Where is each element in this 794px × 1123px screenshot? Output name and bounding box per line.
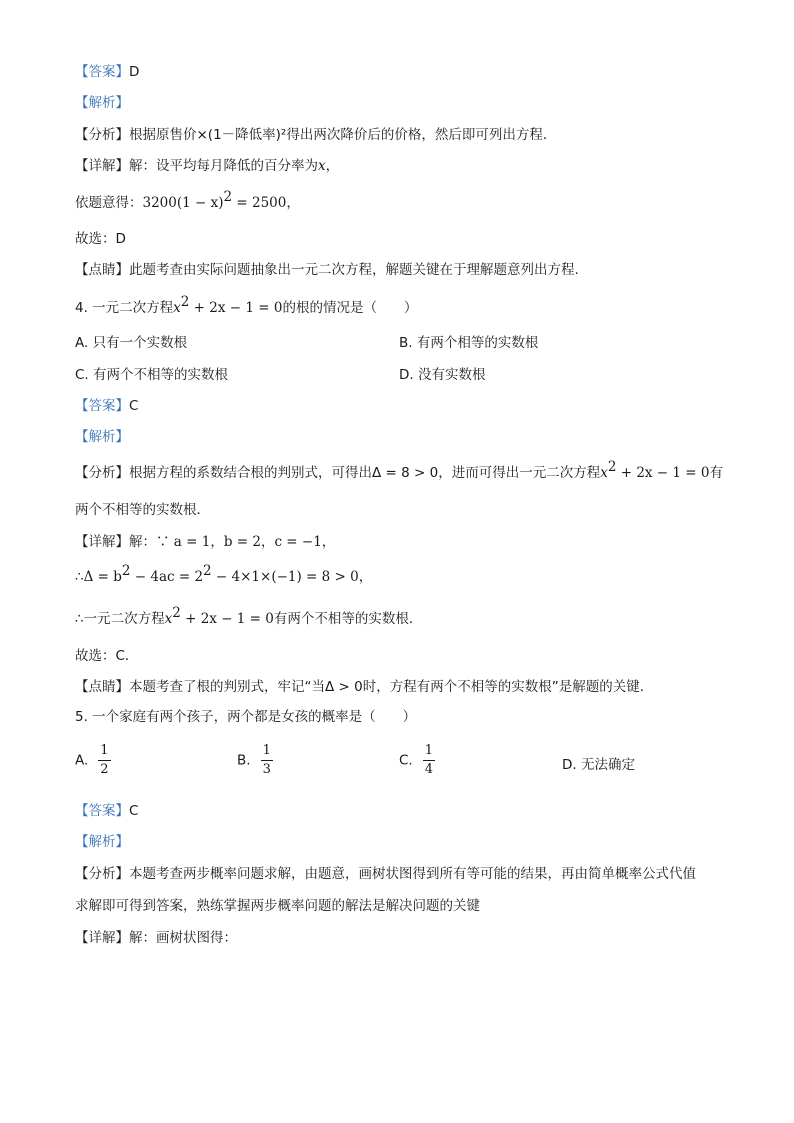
fenxi-text-end: 有 [709,465,723,481]
q5-analysis-heading [75,832,734,852]
xiangjie-tag: 【详解】 [75,534,129,550]
q4-option-a: A. 只有一个实数根 [75,335,188,351]
numerator: 1 [261,744,273,761]
q4-conclusion [75,605,734,629]
answer-value: D [129,64,140,80]
fenxi-text-2: 求解即可得到答案，熟练掌握两步概率问题的解法是解决问题的关键 [75,898,480,914]
fenxi-tag: 【分析】 [75,465,129,481]
stem-suffix: 的根的情况是（ ） [282,300,418,316]
q4-option-b: B. 有两个相等的实数根 [399,335,539,351]
numerator: 1 [98,744,110,761]
q3-equation [75,189,734,213]
q3-xiangjie [75,156,734,176]
fenxi-text: 本题考查两步概率问题求解，由题意，画树状图得到所有等可能的结果，再由简单概率公式代值 [129,866,696,882]
q3-analysis-heading [75,93,734,113]
q4-answer [75,396,734,416]
equation-prefix: 依题意得： [75,195,143,211]
delta-part-c: − 4×1×(−1) = 8 > 0， [211,569,373,585]
xiangjie-text: 解：画树状图得： [129,930,237,946]
q4-option-c: C. 有两个不相等的实数根 [75,367,229,383]
fenxi-text-2: 两个不相等的实数根． [75,502,210,518]
choose-text: 故选：D [75,231,126,247]
denominator: 3 [262,762,271,777]
q5-option-a [75,744,111,777]
equation-exponent: 2 [223,189,233,205]
fenxi-exponent: 2 [607,459,617,475]
fraction [423,744,435,777]
analysis-tag: 【解析】 [75,834,129,850]
answer-value: C [129,398,139,414]
q4-dianjing [75,677,734,697]
q3-fenxi [75,125,734,145]
dianjing-tag: 【点睛】 [75,262,129,278]
analysis-tag: 【解析】 [75,429,129,445]
option-label: C. [399,752,413,769]
fraction [261,744,273,777]
fenxi-text: 根据原售价×(1－降低率)²得出两次降价后的价格，然后即可列出方程． [129,127,557,143]
delta-exp-2: 2 [203,563,212,579]
delta-part-b: − 4ac = 2 [130,569,204,585]
fenxi-math-rest: + 2x − 1 = 0 [616,465,710,481]
variable-x: x [318,158,326,174]
q4-fenxi-line1 [75,459,734,483]
option-label: B. [237,752,251,769]
answer-tag: 【答案】 [75,398,129,414]
q5-answer [75,801,734,821]
stem-math-rest: + 2x − 1 = 0 [189,300,283,316]
q4-stem [75,294,734,318]
fenxi-tag: 【分析】 [75,866,129,882]
analysis-tag: 【解析】 [75,95,129,111]
q5-fenxi-line1 [75,864,734,884]
denominator: 4 [424,762,433,777]
q3-answer [75,62,734,82]
dianjing-tag: 【点睛】 [75,679,129,695]
stem-exponent: 2 [180,294,190,310]
q3-dianjing [75,260,734,280]
xiangjie-tag: 【详解】 [75,930,129,946]
fenxi-tag: 【分析】 [75,127,129,143]
q4-option-d: D. 没有实数根 [399,367,486,383]
xiangjie-end: ， [325,158,340,174]
q5-fenxi-line2 [75,896,734,916]
delta-part-a: ∴Δ = b [75,569,122,585]
stem-prefix: 4. 一元二次方程 [75,300,174,316]
q5-xiangjie [75,928,734,948]
fenxi-math-x: x [600,465,608,481]
concl-prefix: ∴一元二次方程 [75,611,165,627]
q4-choose [75,646,734,666]
answer-value: C [129,803,139,819]
fraction [98,744,110,777]
fenxi-text: 根据方程的系数结合根的判别式，可得出Δ = 8 > 0，进而可得出一元二次方程 [129,465,601,481]
dianjing-text: 本题考查了根的判别式，牢记“当Δ > 0时，方程有两个不相等的实数根”是解题的关键． [129,679,654,695]
choose-text: 故选：C． [75,648,139,664]
option-label: A. [75,752,89,769]
q4-analysis-heading [75,427,734,447]
q3-choose [75,229,734,249]
stem-math-x: x [173,300,181,316]
xiangjie-text: 解：∵ a = 1，b = 2，c = −1， [129,534,336,550]
equation-rhs: = 2500， [232,195,300,211]
q5-option-b [237,744,273,777]
numerator: 1 [423,744,435,761]
q5-option-d: D. 无法确定 [562,757,635,773]
dianjing-text: 此题考查由实际问题抽象出一元二次方程，解题关键在于理解题意列出方程. [129,262,579,278]
answer-tag: 【答案】 [75,803,129,819]
xiangjie-text: 解：设平均每月降低的百分率为 [129,158,318,174]
stem-text: 5. 一个家庭有两个孩子，两个都是女孩的概率是（ ） [75,709,417,725]
concl-math-rest: + 2x − 1 = 0 [180,611,274,627]
concl-exponent: 2 [172,605,181,621]
q4-fenxi-line2 [75,500,734,520]
concl-math-x: x [164,611,173,627]
denominator: 2 [100,762,109,777]
q5-stem [75,707,734,727]
q4-xiangjie [75,532,734,552]
q4-delta-line [75,563,734,587]
xiangjie-tag: 【详解】 [75,158,129,174]
equation-lhs: 3200(1 − x) [142,195,224,211]
q5-option-c [399,744,435,777]
delta-exp-1: 2 [121,563,131,579]
concl-suffix: 有两个不相等的实数根． [273,611,423,627]
answer-tag: 【答案】 [75,64,129,80]
